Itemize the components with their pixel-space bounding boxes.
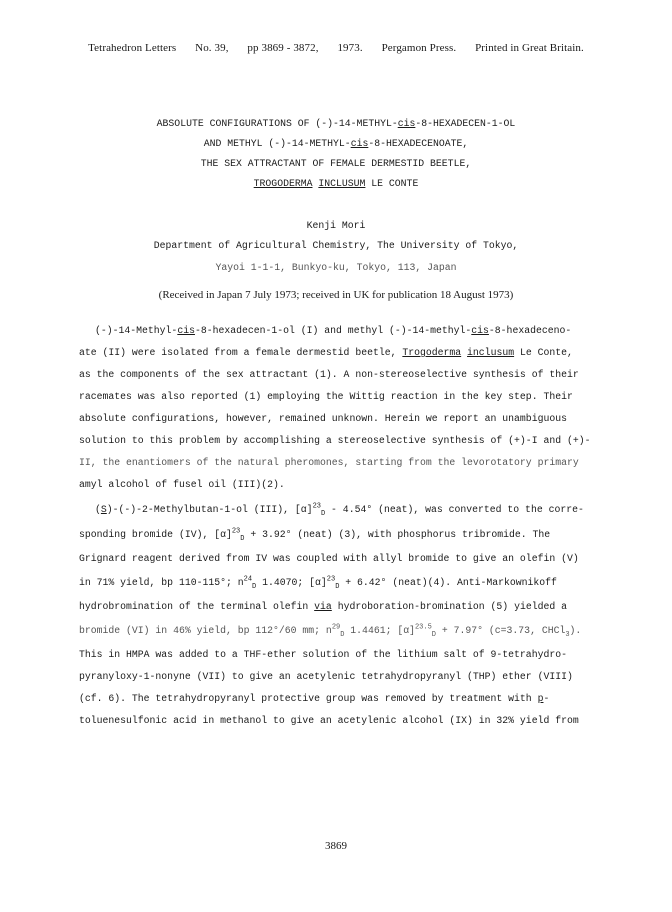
- body-line: in 71% yield, bp 110-115°; $n^{24}_D$ 1.4070; $[\alpha]^{23}_D + 6.42^\circ$ (neat)(4). Anti-Markownikoff: [79, 575, 557, 591]
- journal-header: [0, 42, 672, 54]
- title-line-1: ABSOLUTE CONFIGURATIONS OF (-)-14-METHYL-cis-8-HEXADECEN-1-OL: [156, 118, 516, 129]
- body-line: (cf. 6). The tetrahydropyranyl protective group was removed by treatment with p-: [79, 693, 550, 704]
- body-line: amyl alcohol of fusel oil (III)(2).: [79, 479, 285, 490]
- journal-issue: No. 39,: [195, 42, 229, 54]
- publisher: Pergamon Press.: [381, 42, 457, 54]
- body-line: ate (II) were isolated from a female dermestid beetle, Trogoderma inclusum Le Conte,: [79, 347, 573, 358]
- body-line: pyranyloxy-1-nonyne (VII) to give an acetylenic tetrahydropyranyl (THP) ether (VIII): [79, 671, 573, 682]
- journal-year: 1973.: [337, 42, 363, 54]
- body-line: II, the enantiomers of the natural pheromones, starting from the levorotatory primary: [79, 457, 579, 468]
- author-name: Kenji Mori: [306, 220, 366, 231]
- title-line-3: THE SEX ATTRACTANT OF FEMALE DERMESTID BEETLE,: [200, 158, 472, 169]
- body-line: This in HMPA was added to a THF-ether solution of the lithium salt of 9-tetrahydro-: [79, 649, 567, 660]
- body-line: absolute configurations, however, remained unknown. Herein we report an unambiguous: [79, 413, 567, 424]
- body-line: Grignard reagent derived from IV was coupled with allyl bromide to give an olefin (V): [79, 553, 579, 564]
- body-line: (-)-14-Methyl-cis-8-hexadecen-1-ol (I) and methyl (-)-14-methyl-cis-8-hexadeceno-: [95, 325, 572, 336]
- title-line-2: AND METHYL (-)-14-METHYL-cis-8-HEXADECENOATE,: [203, 138, 469, 149]
- body-line: solution to this problem by accomplishing a stereoselective synthesis of (+)-I and (+)-: [79, 435, 591, 446]
- body-line: (S)-(-)-2-Methylbutan-1-ol (III), $[\alpha]^{23}_D - 4.54^\circ$ (neat), was converted to the corre-: [95, 502, 584, 518]
- body-line: bromide (VI) in 46% yield, bp 112°/60 mm; $n^{29}_D$ 1.4461; $[\alpha]^{23.5}_D + 7.97^\circ$ (c=3.73, CHCl$_3$).: [79, 623, 582, 639]
- page-number: 3869: [325, 840, 347, 852]
- body-line: as the components of the sex attractant (1). A non-stereoselective synthesis of their: [79, 369, 579, 380]
- printed-location: Printed in Great Britain.: [475, 42, 584, 54]
- author-address: Yayoi 1-1-1, Bunkyo-ku, Tokyo, 113, Japan: [215, 262, 457, 273]
- body-line: racemates was also reported (1) employing the Wittig reaction in the key step. Their: [79, 391, 573, 402]
- journal-pages: pp 3869 - 3872,: [247, 42, 319, 54]
- body-line: sponding bromide (IV), $[\alpha]^{23}_D + 3.92^\circ$ (neat) (3), with phosphorus tribromide. The: [79, 527, 551, 543]
- body-line: hydrobromination of the terminal olefin via hydroboration-bromination (5) yielded a: [79, 601, 567, 612]
- author-affiliation: Department of Agricultural Chemistry, The University of Tokyo,: [153, 240, 519, 251]
- title-line-4: TROGODERMA INCLUSUM LE CONTE: [253, 178, 419, 189]
- journal-name: Tetrahedron Letters: [88, 42, 177, 54]
- received-dates: (Received in Japan 7 July 1973; received in UK for publication 18 August 1973): [158, 289, 514, 301]
- body-line: toluenesulfonic acid in methanol to give an acetylenic alcohol (IX) in 32% yield from: [79, 715, 579, 726]
